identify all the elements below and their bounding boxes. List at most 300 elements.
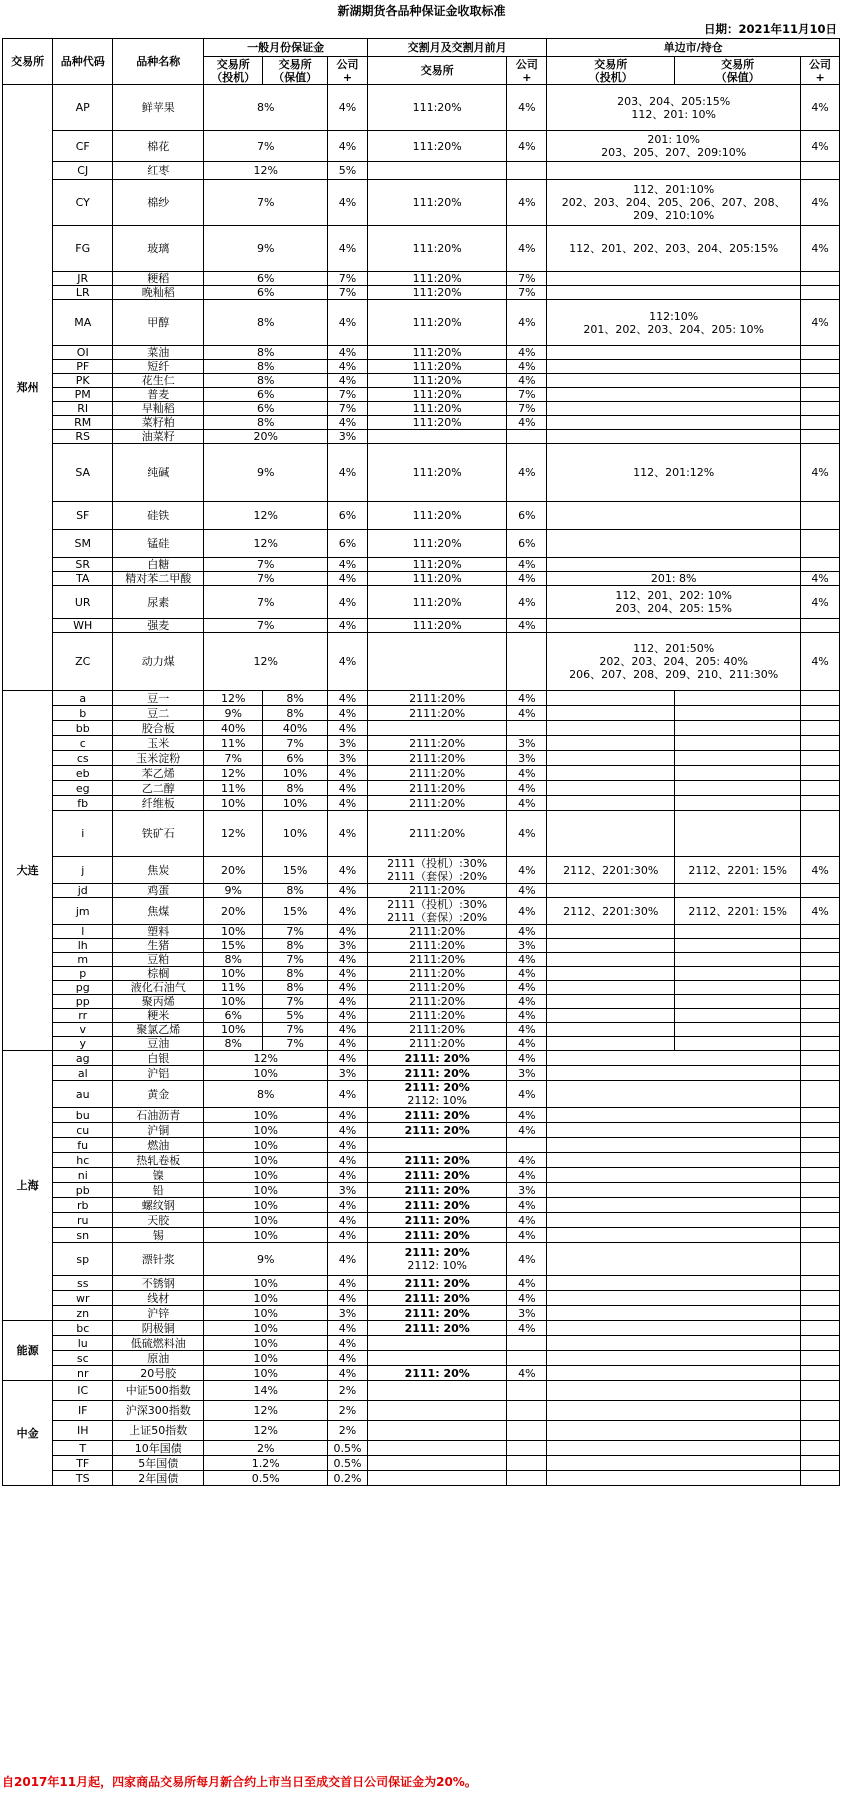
header-company: 公司 + (328, 57, 368, 85)
margin-hedge: 6% (263, 751, 328, 766)
product-name: 铅 (113, 1183, 204, 1198)
margin-hedge: 15% (263, 857, 328, 884)
header-exchange: 交易所 (3, 39, 53, 85)
product-name: 鸡蛋 (113, 884, 204, 898)
product-name: 热轧卷板 (113, 1153, 204, 1168)
margin-general: 10% (204, 1123, 328, 1138)
table-row (3, 1456, 840, 1471)
delivery-margin: 111:20% (367, 572, 506, 586)
delivery-margin: 2111: 20% (367, 1228, 506, 1243)
product-code: CY (53, 180, 113, 226)
company-add: 4% (328, 1336, 368, 1351)
margin-hedge: 5% (263, 1009, 328, 1023)
product-name: 燃油 (113, 1138, 204, 1153)
margin-general: 2% (204, 1441, 328, 1456)
company-add: 4% (328, 981, 368, 995)
product-code: ag (53, 1051, 113, 1066)
margin-hedge: 8% (263, 884, 328, 898)
unilateral-margin (547, 346, 801, 360)
unilateral-spec: 2112、2201:30% (547, 898, 675, 925)
margin-spec: 9% (204, 884, 263, 898)
company-add: 4% (507, 1291, 547, 1306)
table-row (3, 995, 840, 1009)
margin-spec: 10% (204, 995, 263, 1009)
unilateral-spec (547, 1009, 675, 1023)
header-company: 公司 + (801, 57, 840, 85)
product-code: UR (53, 586, 113, 619)
unilateral-margin (547, 1471, 801, 1486)
company-add: 3% (507, 939, 547, 953)
company-add: 4% (328, 1108, 368, 1123)
delivery-margin: 2111:20% (367, 1009, 506, 1023)
margin-hedge: 10% (263, 796, 328, 811)
company-add (801, 1276, 840, 1291)
unilateral-margin (547, 402, 801, 416)
table-row (3, 939, 840, 953)
company-add (801, 751, 840, 766)
unilateral-margin: 112、201:10% 202、203、204、205、206、207、208、 209、210:10% (547, 180, 801, 226)
delivery-margin: 2111: 20% (367, 1183, 506, 1198)
unilateral-margin (547, 502, 801, 530)
unilateral-margin (547, 619, 801, 633)
company-add: 2% (328, 1421, 368, 1441)
table-row (3, 884, 840, 898)
product-code: CJ (53, 162, 113, 180)
company-add: 3% (507, 1306, 547, 1321)
table-row (3, 444, 840, 502)
margin-hedge: 8% (263, 706, 328, 721)
margin-general: 10% (204, 1198, 328, 1213)
table-row (3, 736, 840, 751)
exchange-name: 能源 (3, 1321, 53, 1381)
company-add: 4% (328, 131, 368, 162)
delivery-margin: 111:20% (367, 530, 506, 558)
product-name: 胶合板 (113, 721, 204, 736)
product-name: 白糖 (113, 558, 204, 572)
product-name: 甲醇 (113, 300, 204, 346)
company-add: 4% (507, 444, 547, 502)
company-add: 4% (507, 706, 547, 721)
product-name: 纯碱 (113, 444, 204, 502)
product-name: 花生仁 (113, 374, 204, 388)
unilateral-margin (547, 1123, 801, 1138)
product-code: pp (53, 995, 113, 1009)
delivery-margin: 111:20% (367, 444, 506, 502)
unilateral-spec (547, 953, 675, 967)
company-add (801, 1441, 840, 1456)
product-code: PM (53, 388, 113, 402)
company-add: 3% (328, 736, 368, 751)
company-add (801, 781, 840, 796)
company-add (801, 1037, 840, 1051)
margin-spec: 7% (204, 751, 263, 766)
product-code: LR (53, 286, 113, 300)
unilateral-spec (547, 706, 675, 721)
company-add: 6% (328, 530, 368, 558)
delivery-margin: 111:20% (367, 180, 506, 226)
company-add: 4% (801, 226, 840, 272)
company-add: 2% (328, 1381, 368, 1401)
product-code: ss (53, 1276, 113, 1291)
company-add: 4% (801, 131, 840, 162)
date-label: 日期：2021年11月10日 (703, 22, 837, 36)
unilateral-margin (547, 272, 801, 286)
company-add (801, 811, 840, 857)
company-add: 0.5% (328, 1441, 368, 1456)
company-add (801, 1108, 840, 1123)
product-name: 螺纹钢 (113, 1198, 204, 1213)
margin-general: 6% (204, 286, 328, 300)
company-add: 4% (328, 1051, 368, 1066)
margin-general: 20% (204, 430, 328, 444)
unilateral-spec (547, 751, 675, 766)
table-row (3, 272, 840, 286)
unilateral-margin (547, 1456, 801, 1471)
company-add: 4% (328, 721, 368, 736)
company-add (801, 884, 840, 898)
product-name: 油菜籽 (113, 430, 204, 444)
product-code: JR (53, 272, 113, 286)
product-code: jd (53, 884, 113, 898)
table-row (3, 300, 840, 346)
product-name: 塑料 (113, 925, 204, 939)
margin-spec: 8% (204, 953, 263, 967)
delivery-margin: 2111（投机）:30% 2111（套保）:20% (367, 898, 506, 925)
margin-hedge: 7% (263, 1023, 328, 1037)
unilateral-spec (547, 811, 675, 857)
product-name: 漂针浆 (113, 1243, 204, 1276)
product-name: 动力煤 (113, 633, 204, 691)
header-delivery: 交割月及交割月前月 (367, 39, 546, 57)
product-code: ru (53, 1213, 113, 1228)
unilateral-spec (547, 884, 675, 898)
product-name: 尿素 (113, 586, 204, 619)
table-row (3, 691, 840, 706)
company-add: 3% (328, 751, 368, 766)
delivery-margin: 2111:20% (367, 796, 506, 811)
delivery-margin: 111:20% (367, 402, 506, 416)
table-row (3, 619, 840, 633)
margin-general: 10% (204, 1351, 328, 1366)
delivery-margin: 2111:20% (367, 751, 506, 766)
product-code: fb (53, 796, 113, 811)
delivery-margin: 111:20% (367, 300, 506, 346)
product-name: 镍 (113, 1168, 204, 1183)
unilateral-margin: 112:10% 201、202、203、204、205: 10% (547, 300, 801, 346)
unilateral-spec (547, 925, 675, 939)
delivery-margin (367, 1441, 506, 1456)
product-code: CF (53, 131, 113, 162)
company-add (801, 430, 840, 444)
unilateral-margin (547, 388, 801, 402)
margin-hedge: 10% (263, 811, 328, 857)
delivery-margin: 2111（投机）:30% 2111（套保）:20% (367, 857, 506, 884)
company-add: 4% (507, 1243, 547, 1276)
company-add (801, 1243, 840, 1276)
company-add: 3% (507, 1066, 547, 1081)
table-row (3, 953, 840, 967)
margin-hedge: 8% (263, 691, 328, 706)
company-add: 3% (507, 1183, 547, 1198)
product-name: 粳米 (113, 1009, 204, 1023)
header-unilateral: 单边市/持仓 (547, 39, 840, 57)
margin-general: 10% (204, 1153, 328, 1168)
product-name: 玉米 (113, 736, 204, 751)
product-name: 天胶 (113, 1213, 204, 1228)
product-code: IC (53, 1381, 113, 1401)
product-code: m (53, 953, 113, 967)
unilateral-hedge (675, 1009, 801, 1023)
unilateral-margin (547, 1153, 801, 1168)
unilateral-hedge (675, 995, 801, 1009)
table-row (3, 1381, 840, 1401)
company-add: 4% (507, 898, 547, 925)
delivery-margin: 2111:20% (367, 781, 506, 796)
product-name: 鲜苹果 (113, 85, 204, 131)
product-name: 短纤 (113, 360, 204, 374)
company-add: 7% (328, 272, 368, 286)
margin-general: 10% (204, 1213, 328, 1228)
product-code: y (53, 1037, 113, 1051)
unilateral-spec (547, 995, 675, 1009)
delivery-margin: 2111:20% (367, 766, 506, 781)
margin-general: 12% (204, 530, 328, 558)
product-name: 聚氯乙烯 (113, 1023, 204, 1037)
company-add (507, 1401, 547, 1421)
unilateral-margin: 203、204、205:15% 112、201: 10% (547, 85, 801, 131)
table-row (3, 1306, 840, 1321)
table-row (3, 430, 840, 444)
delivery-margin: 111:20% (367, 131, 506, 162)
unilateral-spec: 2112、2201:30% (547, 857, 675, 884)
company-add: 4% (328, 1213, 368, 1228)
delivery-margin: 2111: 20% (367, 1213, 506, 1228)
margin-general: 8% (204, 300, 328, 346)
company-add: 3% (328, 1183, 368, 1198)
product-name: 棕榈 (113, 967, 204, 981)
table-row (3, 85, 840, 131)
company-add: 4% (507, 1198, 547, 1213)
delivery-margin: 2111: 20% (367, 1306, 506, 1321)
unilateral-hedge: 2112、2201: 15% (675, 898, 801, 925)
delivery-margin (367, 1336, 506, 1351)
unilateral-margin: 112、201:50% 202、203、204、205: 40% 206、207、208、209、210、211:30% (547, 633, 801, 691)
company-add (801, 1291, 840, 1306)
company-add: 4% (801, 300, 840, 346)
product-name: 精对苯二甲酸 (113, 572, 204, 586)
company-add: 4% (328, 1198, 368, 1213)
company-add (801, 1456, 840, 1471)
unilateral-margin (547, 1401, 801, 1421)
product-name: 沪铝 (113, 1066, 204, 1081)
table-row (3, 1276, 840, 1291)
margin-spec: 8% (204, 1037, 263, 1051)
product-code: wr (53, 1291, 113, 1306)
product-code: MA (53, 300, 113, 346)
company-add: 4% (801, 444, 840, 502)
company-add: 4% (328, 1153, 368, 1168)
margin-hedge: 8% (263, 781, 328, 796)
table-row (3, 857, 840, 884)
company-add (801, 1381, 840, 1401)
product-code: l (53, 925, 113, 939)
company-add (801, 1306, 840, 1321)
company-add: 4% (801, 898, 840, 925)
company-add: 4% (507, 300, 547, 346)
margin-general: 12% (204, 1421, 328, 1441)
margin-spec: 10% (204, 1023, 263, 1037)
company-add (801, 796, 840, 811)
product-name: 早籼稻 (113, 402, 204, 416)
unilateral-margin (547, 1336, 801, 1351)
company-add (801, 766, 840, 781)
unilateral-margin (547, 1138, 801, 1153)
company-add: 4% (328, 300, 368, 346)
delivery-margin: 2111: 20% 2112: 10% (367, 1243, 506, 1276)
company-add: 4% (328, 360, 368, 374)
company-add (801, 619, 840, 633)
product-name: 焦煤 (113, 898, 204, 925)
company-add (801, 706, 840, 721)
product-name: 5年国债 (113, 1456, 204, 1471)
table-row (3, 586, 840, 619)
unilateral-margin: 112、201:12% (547, 444, 801, 502)
company-add (801, 721, 840, 736)
company-add: 4% (507, 811, 547, 857)
unilateral-margin (547, 1081, 801, 1108)
product-code: WH (53, 619, 113, 633)
company-add: 7% (507, 286, 547, 300)
company-add: 4% (507, 1108, 547, 1123)
delivery-margin: 2111: 20% (367, 1153, 506, 1168)
unilateral-spec (547, 1023, 675, 1037)
product-code: pb (53, 1183, 113, 1198)
margin-general: 12% (204, 162, 328, 180)
product-name: 中证500指数 (113, 1381, 204, 1401)
product-code: fu (53, 1138, 113, 1153)
company-add (801, 374, 840, 388)
delivery-margin: 111:20% (367, 502, 506, 530)
unilateral-margin: 201: 10% 203、205、207、209:10% (547, 131, 801, 162)
margin-general: 9% (204, 226, 328, 272)
company-add (507, 1138, 547, 1153)
product-code: IH (53, 1421, 113, 1441)
company-add: 4% (328, 1123, 368, 1138)
delivery-margin: 111:20% (367, 416, 506, 430)
unilateral-hedge (675, 981, 801, 995)
margin-spec: 15% (204, 939, 263, 953)
unilateral-spec (547, 967, 675, 981)
product-name: 菜油 (113, 346, 204, 360)
table-row (3, 346, 840, 360)
company-add: 4% (507, 857, 547, 884)
margin-general: 6% (204, 272, 328, 286)
header-ex-hedge: 交易所 （保值） (263, 57, 328, 85)
product-code: bb (53, 721, 113, 736)
product-code: IF (53, 1401, 113, 1421)
unilateral-spec (547, 796, 675, 811)
company-add: 4% (507, 995, 547, 1009)
company-add: 3% (328, 1306, 368, 1321)
margin-hedge: 40% (263, 721, 328, 736)
company-add: 4% (328, 1243, 368, 1276)
product-code: eb (53, 766, 113, 781)
product-code: zn (53, 1306, 113, 1321)
margin-hedge: 15% (263, 898, 328, 925)
company-add: 4% (328, 1009, 368, 1023)
table-row (3, 811, 840, 857)
company-add (801, 1321, 840, 1336)
company-add: 3% (328, 1066, 368, 1081)
unilateral-margin (547, 1051, 801, 1066)
company-add: 0.2% (328, 1471, 368, 1486)
product-name: 豆二 (113, 706, 204, 721)
unilateral-margin (547, 1321, 801, 1336)
unilateral-hedge (675, 796, 801, 811)
company-add: 7% (507, 388, 547, 402)
product-name: 10年国债 (113, 1441, 204, 1456)
company-add: 4% (507, 374, 547, 388)
table-row (3, 1291, 840, 1306)
company-add: 4% (507, 558, 547, 572)
company-add: 4% (801, 857, 840, 884)
exchange-name: 大连 (3, 691, 53, 1051)
margin-spec: 10% (204, 925, 263, 939)
company-add (801, 1228, 840, 1243)
company-add: 4% (507, 619, 547, 633)
unilateral-margin (547, 1228, 801, 1243)
company-add (801, 388, 840, 402)
delivery-margin: 2111: 20% (367, 1291, 506, 1306)
margin-hedge: 8% (263, 967, 328, 981)
delivery-margin: 2111:20% (367, 953, 506, 967)
delivery-margin (367, 162, 506, 180)
company-add: 4% (328, 781, 368, 796)
company-add: 4% (507, 1051, 547, 1066)
table-row (3, 1471, 840, 1486)
company-add (507, 162, 547, 180)
margin-general: 7% (204, 619, 328, 633)
table-row (3, 633, 840, 691)
company-add (507, 721, 547, 736)
company-add: 4% (507, 1276, 547, 1291)
company-add: 4% (801, 572, 840, 586)
product-name: 菜籽粕 (113, 416, 204, 430)
company-add: 4% (801, 586, 840, 619)
company-add: 4% (507, 967, 547, 981)
delivery-margin: 111:20% (367, 619, 506, 633)
product-name: 锰硅 (113, 530, 204, 558)
margin-general: 8% (204, 360, 328, 374)
delivery-margin: 111:20% (367, 272, 506, 286)
table-row (3, 1213, 840, 1228)
company-add: 4% (507, 781, 547, 796)
product-name: 沪锌 (113, 1306, 204, 1321)
unilateral-spec (547, 691, 675, 706)
company-add (507, 1421, 547, 1441)
company-add: 4% (328, 444, 368, 502)
unilateral-hedge (675, 939, 801, 953)
unilateral-hedge (675, 781, 801, 796)
table-row (3, 286, 840, 300)
table-row (3, 374, 840, 388)
margin-spec: 11% (204, 981, 263, 995)
margin-general: 7% (204, 586, 328, 619)
product-code: TA (53, 572, 113, 586)
product-code: cs (53, 751, 113, 766)
unilateral-margin (547, 1291, 801, 1306)
product-code: sp (53, 1243, 113, 1276)
